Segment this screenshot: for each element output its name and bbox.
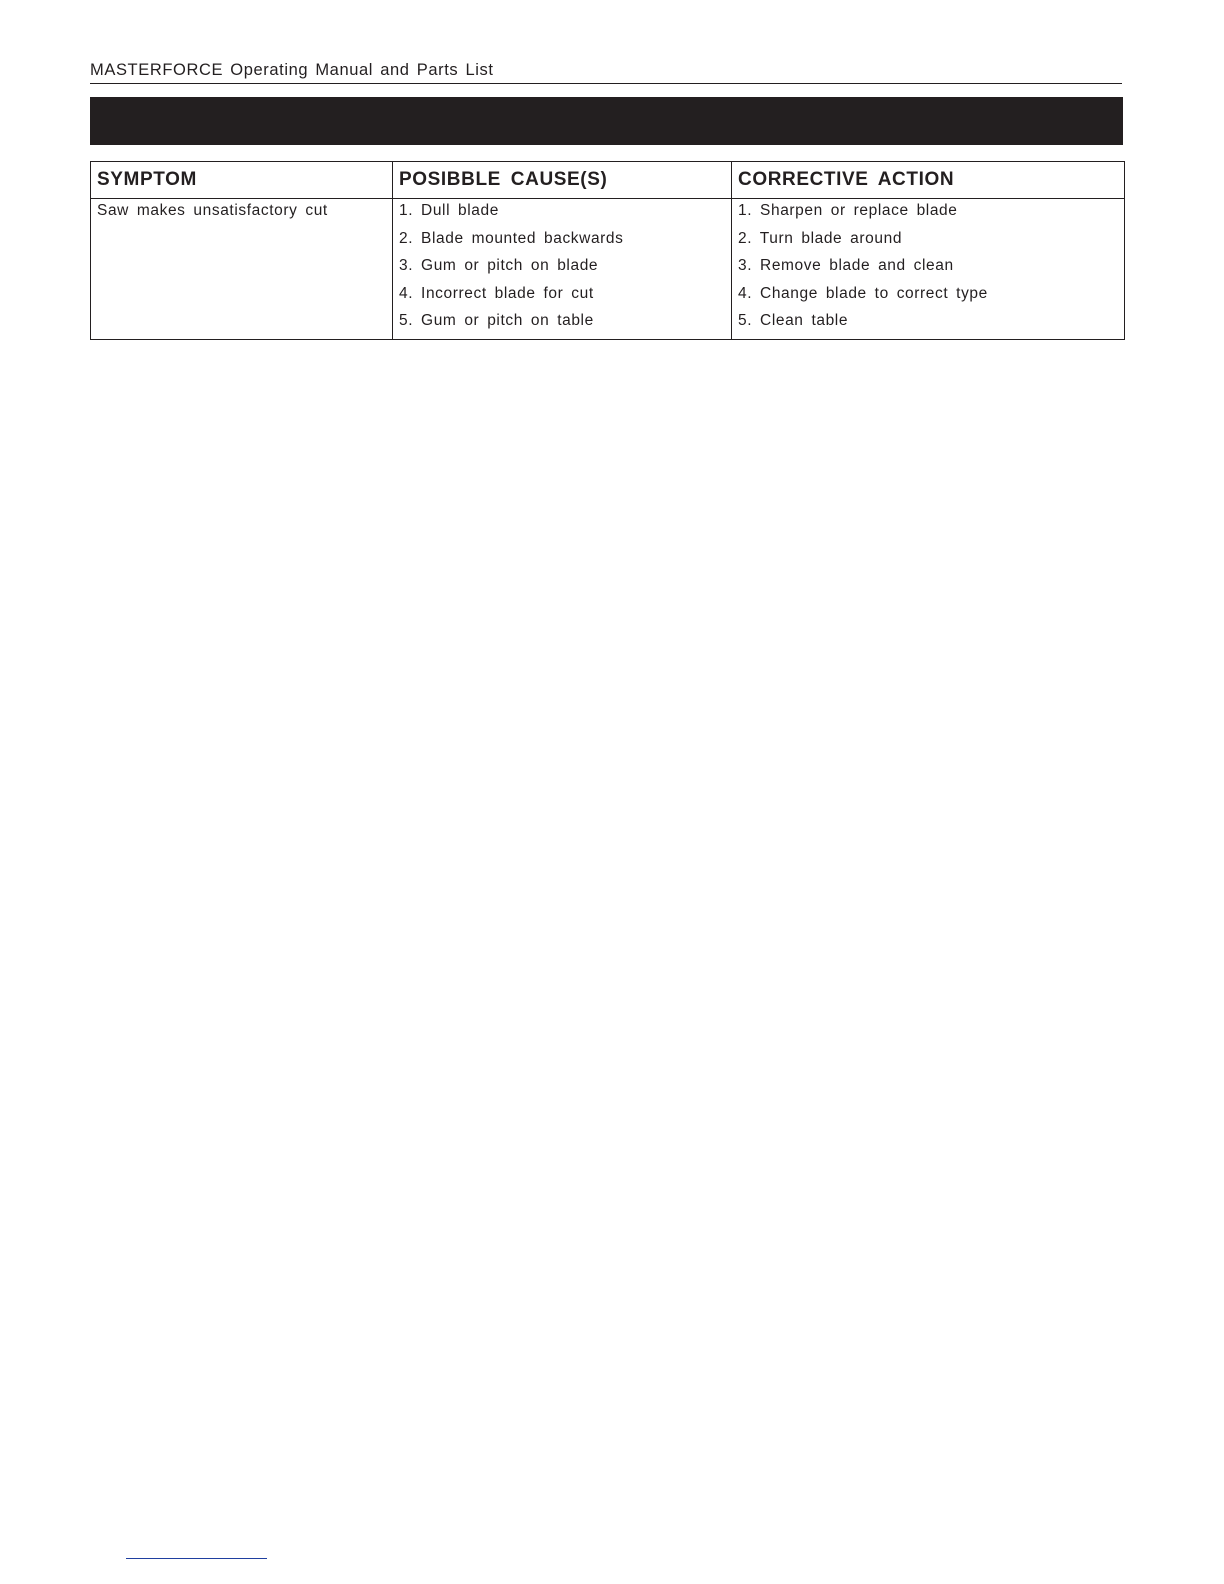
footer-rule	[126, 1558, 267, 1559]
cause-item: 3. Gum or pitch on blade	[399, 257, 599, 274]
cause-item: 4. Incorrect blade for cut	[399, 284, 594, 302]
column-header-symptom: SYMPTOM	[91, 162, 393, 199]
column-header-possible-causes: POSIBBLE CAUSE(S)	[393, 162, 732, 199]
running-header: MASTERFORCE Operating Manual and Parts List	[90, 60, 1122, 84]
cause-item: 1. Dull blade	[399, 202, 499, 219]
action-item: 4. Change blade to correct type	[738, 284, 988, 302]
table-row	[91, 199, 1125, 340]
table-header-row	[91, 162, 1125, 199]
section-title-bar	[90, 97, 1123, 145]
column-header-corrective-action: CORRECTIVE ACTION	[732, 162, 1125, 199]
action-item: 2. Turn blade around	[738, 229, 903, 247]
actions-cell	[732, 199, 1125, 340]
action-item: 5. Clean table	[738, 312, 849, 329]
cause-item: 2. Blade mounted backwards	[399, 229, 624, 247]
action-item: 3. Remove blade and clean	[738, 257, 954, 274]
symptom-cell	[91, 199, 393, 340]
cause-item: 5. Gum or pitch on table	[399, 312, 594, 329]
causes-cell	[393, 199, 732, 340]
troubleshooting-table	[90, 161, 1125, 340]
action-item: 1. Sharpen or replace blade	[738, 202, 958, 219]
symptom-text: Saw makes unsatisfactory cut	[97, 202, 328, 219]
